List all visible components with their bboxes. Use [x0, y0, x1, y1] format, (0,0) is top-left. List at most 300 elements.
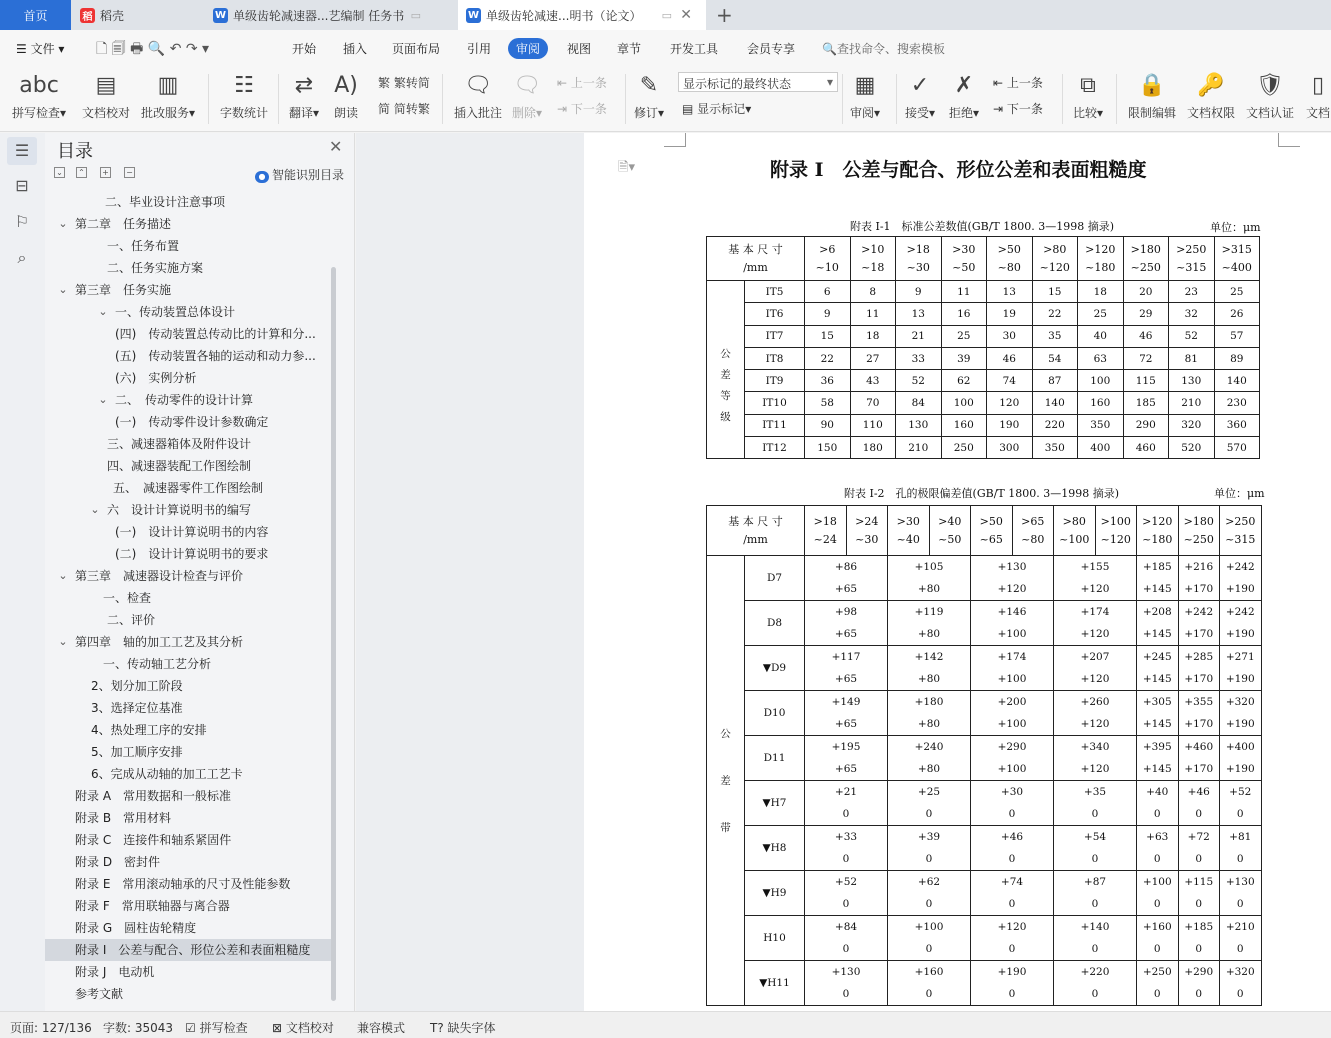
- menu-review[interactable]: 审阅: [508, 38, 548, 59]
- compat-mode: 兼容模式: [357, 1021, 406, 1035]
- word-count-button[interactable]: ☷ 字数统计: [220, 70, 268, 121]
- toc-item[interactable]: [45, 961, 331, 983]
- toc-item-label: 一、任务布置: [107, 239, 180, 253]
- toc-item[interactable]: [45, 345, 331, 367]
- table-cell: 13: [987, 281, 1033, 303]
- prev-comment-button[interactable]: ⇤ 上一条: [557, 76, 607, 90]
- table-cell: 46: [987, 347, 1033, 369]
- table-cell: 250: [941, 437, 987, 459]
- upper-deviation: +250: [1142, 966, 1172, 978]
- menu-bar: [0, 30, 1331, 66]
- table-cell: 360: [1214, 414, 1260, 436]
- menu-member[interactable]: 会员专享: [747, 42, 796, 56]
- table-cell: [805, 961, 888, 1006]
- toc-item[interactable]: [45, 653, 331, 675]
- toc-item[interactable]: [45, 675, 331, 697]
- table-header-cell: [971, 506, 1013, 556]
- toc-item[interactable]: [45, 433, 331, 455]
- table-header-cell: [1178, 506, 1220, 556]
- table-row: [707, 736, 1262, 781]
- missing-font[interactable]: T? 缺失字体: [430, 1021, 496, 1035]
- table-row: [707, 826, 1262, 871]
- table-row: [707, 691, 1262, 736]
- table-header-cell: [1095, 506, 1137, 556]
- table-cell: [1220, 871, 1262, 916]
- upper-deviation: +142: [914, 651, 944, 663]
- table-cell: 39: [941, 347, 987, 369]
- simp-to-trad-button[interactable]: 简 简转繁: [378, 102, 430, 116]
- upper-deviation: +40: [1146, 786, 1169, 798]
- translate-icon: ⇄: [294, 73, 314, 98]
- toc-item-label: (二) 设计计算说明书的要求: [115, 547, 269, 561]
- grade-cell: D8: [745, 601, 805, 646]
- monitor-icon[interactable]: ▭: [661, 8, 672, 22]
- page-indicator[interactable]: 页面: 127/136: [10, 1021, 92, 1035]
- annotation-icon: ▥: [157, 73, 179, 98]
- table-header-cell: [1169, 237, 1215, 281]
- doc-cert-button[interactable]: 🛡 文档认证: [1246, 70, 1294, 121]
- table-cell: [1054, 961, 1137, 1006]
- table-row: [707, 392, 1260, 414]
- close-tab-icon[interactable]: ✕: [680, 7, 692, 23]
- table-cell: [888, 781, 971, 826]
- toc-item[interactable]: [45, 609, 331, 631]
- table-cell: 25: [1214, 281, 1260, 303]
- chevron-down-icon[interactable]: ⌄: [90, 503, 100, 516]
- toc-icon[interactable]: ☰: [7, 137, 37, 165]
- lower-deviation: 0: [1153, 808, 1161, 820]
- lower-deviation: 0: [1091, 988, 1099, 1000]
- upper-deviation: +25: [917, 786, 941, 798]
- table-cell: 20: [1123, 281, 1169, 303]
- header-line: ~10: [815, 260, 839, 274]
- lower-deviation: +80: [917, 583, 941, 595]
- toc-item-label: 附录 A 常用数据和一般标准: [75, 789, 232, 803]
- toc-item[interactable]: [45, 829, 331, 851]
- smart-toc-button[interactable]: ● 智能识别目录: [255, 166, 344, 183]
- table-cell: [1054, 781, 1137, 826]
- grade-cell: IT5: [745, 281, 805, 303]
- reject-button[interactable]: ✗ 拒绝▾: [949, 70, 979, 121]
- table-cell: [888, 736, 971, 781]
- toc-item[interactable]: [45, 565, 331, 587]
- lower-deviation: +120: [1080, 628, 1110, 640]
- collapse-all-icon[interactable]: ⌃: [76, 167, 87, 178]
- lower-deviation: +170: [1184, 718, 1214, 730]
- table-cell: [1220, 556, 1262, 601]
- toc-item[interactable]: [45, 807, 331, 829]
- table1-unit: 单位：μm: [1210, 221, 1261, 234]
- toc-item[interactable]: [45, 917, 331, 939]
- table-cell: [1054, 691, 1137, 736]
- menu-insert[interactable]: 插入: [343, 42, 368, 56]
- toc-item[interactable]: [45, 257, 331, 279]
- toc-item-label: 一、传动装置总体设计: [115, 305, 236, 319]
- lower-deviation: 0: [1153, 898, 1161, 910]
- table-cell: [888, 961, 971, 1006]
- trad-to-simp-button[interactable]: 繁 繁转简: [378, 76, 430, 90]
- table-cell: 89: [1214, 347, 1260, 369]
- toc-list: [45, 191, 345, 1011]
- lower-deviation: 0: [1153, 943, 1161, 955]
- lower-deviation: +120: [1080, 673, 1110, 685]
- table-cell: 36: [805, 370, 851, 392]
- toc-item[interactable]: [45, 939, 331, 961]
- toc-item[interactable]: [45, 411, 331, 433]
- accept-button[interactable]: ✓ 接受▾: [905, 70, 935, 121]
- toc-item[interactable]: [45, 279, 331, 301]
- table-cell: 140: [1032, 392, 1078, 414]
- table-cell: 9: [896, 281, 942, 303]
- header-line: ~120: [1100, 532, 1131, 546]
- header-line: >120: [1085, 242, 1116, 256]
- status-spell-check[interactable]: ☑ 拼写检查: [185, 1021, 248, 1035]
- translate-button[interactable]: ⇄ 翻译▾: [289, 70, 319, 121]
- upper-deviation: +140: [1080, 921, 1110, 933]
- header-line: ~100: [1059, 532, 1090, 546]
- table-row: [707, 916, 1262, 961]
- table-cell: [971, 826, 1054, 871]
- chevron-down-icon[interactable]: ⌄: [58, 569, 68, 582]
- upper-deviation: +100: [914, 921, 944, 933]
- tab-home[interactable]: 首页: [0, 0, 71, 30]
- table-cell: [888, 826, 971, 871]
- table-cell: 87: [1032, 370, 1078, 392]
- menu-view[interactable]: 视图: [567, 42, 592, 56]
- lower-deviation: +190: [1225, 763, 1255, 775]
- doc-options-icon[interactable]: 🗎▾: [618, 160, 635, 175]
- table-cell: 74: [987, 370, 1033, 392]
- table-cell: [1137, 961, 1179, 1006]
- close-icon[interactable]: ✕: [329, 137, 343, 156]
- toc-item[interactable]: [45, 851, 331, 873]
- add-heading-icon[interactable]: +: [100, 167, 111, 178]
- toc-item[interactable]: [45, 719, 331, 741]
- tab-thesis-doc[interactable]: W 单级齿轮减速...明书（论文） ▭ ✕: [458, 0, 706, 30]
- table-cell: 15: [805, 325, 851, 347]
- lower-deviation: 0: [1008, 943, 1016, 955]
- upper-deviation: +160: [914, 966, 944, 978]
- toc-item[interactable]: [45, 455, 331, 477]
- table-cell: 72: [1123, 347, 1169, 369]
- toc-item[interactable]: [45, 873, 331, 895]
- table-cell: [888, 556, 971, 601]
- table-cell: 230: [1214, 392, 1260, 414]
- review-pane-button[interactable]: ▦ 审阅▾: [850, 70, 880, 121]
- lower-deviation: 0: [1008, 808, 1016, 820]
- header-line: /mm: [743, 260, 768, 274]
- status-proof[interactable]: ⊠ 文档校对: [272, 1021, 334, 1035]
- search-icon: 🔍: [822, 42, 837, 56]
- table-cell: 210: [1169, 392, 1215, 414]
- table-cell: [971, 781, 1054, 826]
- toc-item-label: 5、加工顺序安排: [91, 745, 183, 759]
- group-char: 级: [720, 410, 731, 423]
- toc-item-label: 参考文献: [75, 987, 124, 1001]
- table-cell: [1054, 646, 1137, 691]
- header-line: ~315: [1225, 532, 1256, 546]
- table-header-cell: [846, 506, 888, 556]
- toc-item[interactable]: [45, 631, 331, 653]
- group-char: 差: [720, 775, 731, 787]
- bookmark-icon[interactable]: ⚐: [14, 212, 30, 231]
- toc-item[interactable]: [45, 741, 331, 763]
- table-cell: 43: [850, 370, 896, 392]
- word-doc-icon: W: [214, 9, 227, 21]
- read-aloud-button[interactable]: A) 朗读: [334, 70, 358, 121]
- lower-deviation: 0: [1236, 808, 1244, 820]
- table-header-cell: [1137, 506, 1179, 556]
- table-cell: [1054, 916, 1137, 961]
- table-cell: [805, 826, 888, 871]
- grade-cell: ▼H9: [745, 871, 805, 916]
- table-cell: [1178, 916, 1220, 961]
- table-cell: 18: [1078, 281, 1124, 303]
- lower-deviation: 0: [1091, 853, 1099, 865]
- table-cell: [1137, 691, 1179, 736]
- group-char: 等: [720, 389, 731, 402]
- table-header-cell: [1054, 506, 1096, 556]
- chevron-down-icon[interactable]: ⌄: [98, 393, 108, 406]
- monitor-icon[interactable]: ▭: [410, 8, 421, 22]
- table-cell: [805, 646, 888, 691]
- table-cell: [1054, 556, 1137, 601]
- more-doc-button[interactable]: ▯ 文档: [1306, 70, 1330, 121]
- table-cell: [1178, 556, 1220, 601]
- upper-deviation: +146: [997, 606, 1027, 618]
- insert-comment-button[interactable]: 🗨 插入批注: [454, 70, 502, 121]
- toc-item[interactable]: [45, 785, 331, 807]
- file-menu[interactable]: ☰ 文件 ▾: [16, 42, 65, 56]
- table-row: [707, 370, 1260, 392]
- chevron-down-icon[interactable]: ⌄: [58, 635, 68, 648]
- header-line: ~24: [813, 532, 837, 546]
- table-cell: [1178, 736, 1220, 781]
- table-cell: [1137, 601, 1179, 646]
- toc-item[interactable]: [45, 477, 331, 499]
- header-line: ~65: [979, 532, 1003, 546]
- table-header-cell: [896, 237, 942, 281]
- expand-all-icon[interactable]: ⌄: [54, 167, 65, 178]
- toc-item-label: 4、热处理工序的安排: [91, 723, 207, 737]
- command-search[interactable]: 🔍查找命令、搜索模板: [822, 42, 945, 56]
- upper-deviation: +180: [914, 696, 944, 708]
- toc-item[interactable]: [45, 543, 331, 565]
- table-row: [707, 556, 1262, 601]
- toc-item[interactable]: [45, 389, 331, 411]
- grade-cell: D10: [745, 691, 805, 736]
- lower-deviation: +170: [1184, 763, 1214, 775]
- delete-comment-icon: 🗨: [513, 73, 541, 98]
- menu-chapter[interactable]: 章节: [617, 42, 642, 56]
- toc-item-label: 附录 D 密封件: [75, 855, 161, 869]
- read-aloud-icon: A): [334, 73, 358, 98]
- new-tab-icon[interactable]: +: [716, 3, 733, 27]
- grade-cell: ▼H11: [745, 961, 805, 1006]
- upper-deviation: +98: [834, 606, 858, 618]
- upper-deviation: +240: [914, 741, 944, 753]
- table-cell: 460: [1123, 437, 1169, 459]
- markup-state-select[interactable]: 显示标记的最终状态 ▾: [678, 72, 838, 92]
- toc-item[interactable]: [45, 499, 331, 521]
- lower-deviation: +190: [1225, 628, 1255, 640]
- accept-icon: ✓: [910, 73, 930, 98]
- lower-deviation: 0: [925, 898, 933, 910]
- header-line: /mm: [743, 532, 768, 546]
- header-line: ~400: [1221, 260, 1252, 274]
- table-cell: [888, 871, 971, 916]
- word-count-indicator[interactable]: 字数: 35043: [103, 1021, 174, 1035]
- table-cell: 16: [941, 303, 987, 325]
- toc-item[interactable]: [45, 235, 331, 257]
- upper-deviation: +216: [1184, 561, 1214, 573]
- delete-comment-button[interactable]: 🗨 删除▾: [512, 70, 542, 121]
- table-cell: [1054, 871, 1137, 916]
- quick-access-toolbar[interactable]: 🗋 🗐 🖶 🔍 ↶ ↷ ▾: [96, 41, 210, 57]
- toc-item[interactable]: [45, 191, 331, 213]
- toc-item[interactable]: [45, 521, 331, 543]
- lower-deviation: 0: [925, 988, 933, 1000]
- prev-change-button[interactable]: ⇤ 上一条: [993, 76, 1043, 90]
- toc-item[interactable]: [45, 895, 331, 917]
- group-char: 带: [720, 822, 731, 834]
- toc-item[interactable]: [45, 323, 331, 345]
- spell-check-button[interactable]: abc 拼写检查▾: [12, 70, 66, 121]
- table-cell: 9: [805, 303, 851, 325]
- grade-cell: IT10: [745, 392, 805, 414]
- table-cell: 18: [850, 325, 896, 347]
- show-markup-button[interactable]: ▤ 显示标记▾: [682, 102, 752, 116]
- lower-deviation: +170: [1184, 583, 1214, 595]
- toc-item[interactable]: [45, 983, 331, 1005]
- table-cell: [1054, 736, 1137, 781]
- standard-tolerance-table: [706, 236, 1260, 459]
- toc-item[interactable]: [45, 301, 331, 323]
- chevron-down-icon[interactable]: ⌄: [58, 283, 68, 296]
- find-icon[interactable]: ⌕: [17, 248, 27, 267]
- table-cell: [1178, 601, 1220, 646]
- compare-button[interactable]: ⧉ 比较▾: [1073, 70, 1103, 121]
- table-cell: 140: [1214, 370, 1260, 392]
- toc-item-label: 一、检查: [103, 591, 152, 605]
- upper-deviation: +185: [1184, 921, 1214, 933]
- toc-item-label: (一) 传动零件设计参数确定: [115, 415, 269, 429]
- menu-start[interactable]: 开始: [292, 42, 317, 56]
- toc-item-label: 三、减速器箱体及附件设计: [107, 437, 252, 451]
- header-line: >18: [906, 242, 930, 256]
- table-cell: 100: [941, 392, 987, 414]
- tab-docer[interactable]: 稻 稻壳: [72, 0, 202, 30]
- toc-item-label: 附录 B 常用材料: [75, 811, 172, 825]
- lower-deviation: +170: [1184, 628, 1214, 640]
- table-cell: 52: [896, 370, 942, 392]
- table-cell: 180: [850, 437, 896, 459]
- table-cell: 21: [896, 325, 942, 347]
- reject-icon: ✗: [954, 73, 974, 98]
- toc-scrollbar[interactable]: [331, 267, 336, 1001]
- table-cell: 100: [1078, 370, 1124, 392]
- table-cell: [888, 646, 971, 691]
- table-row: [707, 961, 1262, 1006]
- table2-caption: 附表 I-2 孔的极限偏差值(GB/T 1800. 3—1998 摘录): [844, 487, 1120, 500]
- header-line: ~80: [997, 260, 1021, 274]
- menu-layout[interactable]: 页面布局: [392, 42, 441, 56]
- track-changes-button[interactable]: ✎ 修订▾: [634, 70, 664, 121]
- header-line: >24: [855, 514, 879, 528]
- toc-item-label: 五、 减速器零件工作图绘制: [113, 481, 264, 495]
- toc-item[interactable]: [45, 587, 331, 609]
- toc-item-label: (五) 传动装置各轴的运动和动力参...: [115, 349, 316, 363]
- table-header-cell: [1220, 506, 1262, 556]
- menu-dev-tools[interactable]: 开发工具: [670, 42, 719, 56]
- upper-deviation: +320: [1225, 966, 1255, 978]
- toc-item[interactable]: [45, 697, 331, 719]
- nav-pane-icon[interactable]: ⊟: [15, 176, 29, 195]
- doc-proof-button[interactable]: ▤ 文档校对: [82, 70, 130, 121]
- lower-deviation: 0: [1153, 853, 1161, 865]
- table-cell: [971, 736, 1054, 781]
- table-cell: 58: [805, 392, 851, 414]
- table-header-cell: [805, 237, 851, 281]
- toc-item-label: 二、评价: [107, 613, 156, 627]
- lower-deviation: 0: [1153, 988, 1161, 1000]
- header-line: ~250: [1130, 260, 1161, 274]
- toc-item[interactable]: [45, 367, 331, 389]
- restrict-edit-button[interactable]: 🔒 限制编辑: [1128, 70, 1176, 121]
- header-line: ~120: [1039, 260, 1070, 274]
- lower-deviation: +145: [1142, 628, 1172, 640]
- table-cell: [805, 916, 888, 961]
- upper-deviation: +46: [1000, 831, 1024, 843]
- tab-task-doc[interactable]: W 单级齿轮减速器...艺编制 任务书 ▭: [214, 8, 421, 23]
- header-line: >18: [813, 514, 837, 528]
- next-comment-button[interactable]: ⇥ 下一条: [557, 102, 607, 116]
- table-cell: 57: [1214, 325, 1260, 347]
- review-pane-icon: ▦: [854, 73, 876, 98]
- table-cell: 160: [941, 414, 987, 436]
- remove-heading-icon[interactable]: −: [124, 167, 135, 178]
- toc-item[interactable]: [45, 213, 331, 235]
- lower-deviation: +80: [917, 763, 941, 775]
- next-change-button[interactable]: ⇥ 下一条: [993, 102, 1043, 116]
- table-cell: 11: [850, 303, 896, 325]
- table-cell: [805, 691, 888, 736]
- table-row: [707, 437, 1260, 459]
- tab-bar: [0, 0, 1331, 30]
- table-cell: 570: [1214, 437, 1260, 459]
- chevron-down-icon[interactable]: ⌄: [98, 305, 108, 318]
- lower-deviation: 0: [1236, 988, 1244, 1000]
- annotation-service-button[interactable]: ▥ 批改服务▾: [141, 70, 195, 121]
- toc-item[interactable]: [45, 763, 331, 785]
- toc-item-label: 第四章 轴的加工工艺及其分析: [75, 635, 244, 649]
- table-group-cell: [707, 556, 745, 1006]
- header-line: ~50: [952, 260, 976, 274]
- lower-deviation: +190: [1225, 718, 1255, 730]
- upper-deviation: +63: [1146, 831, 1169, 843]
- doc-rights-button[interactable]: 🔑 文档权限: [1187, 70, 1235, 121]
- table-cell: 210: [896, 437, 942, 459]
- menu-references[interactable]: 引用: [467, 42, 492, 56]
- chevron-down-icon[interactable]: ⌄: [58, 217, 68, 230]
- lower-deviation: 0: [925, 943, 933, 955]
- rights-icon: 🔑: [1197, 73, 1225, 98]
- header-line: >50: [979, 514, 1003, 528]
- font-icon: T?: [430, 1021, 444, 1035]
- table-cell: [1178, 781, 1220, 826]
- cert-icon: 🛡: [1256, 73, 1284, 98]
- lower-deviation: +80: [917, 628, 941, 640]
